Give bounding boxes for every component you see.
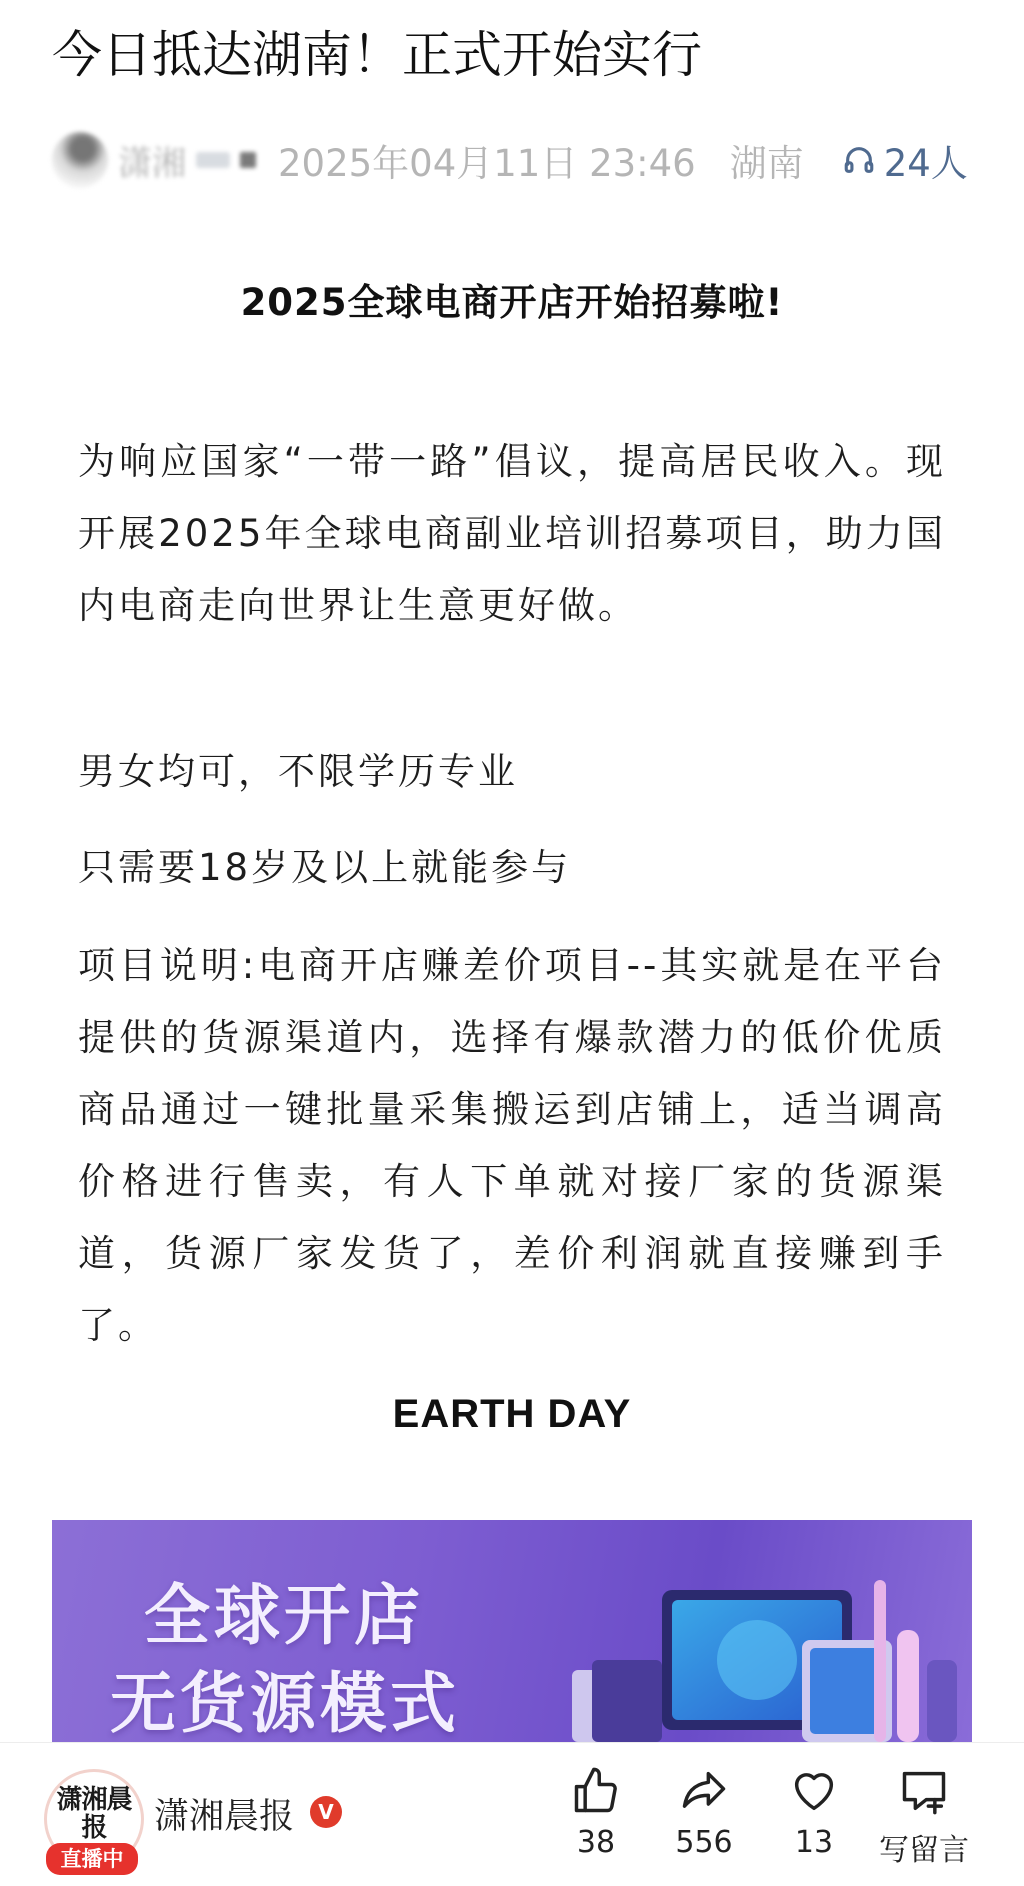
headphone-icon [842, 143, 876, 177]
write-comment-button[interactable] [874, 1765, 974, 1869]
live-badge[interactable]: 直播中 [46, 1843, 138, 1875]
publish-date: 2025年04月11日 23:46 [278, 142, 696, 185]
author-avatar[interactable] [52, 132, 108, 188]
author-name[interactable]: 潇湘 [118, 143, 186, 184]
devices-illustration [552, 1520, 972, 1742]
share-arrow-icon [678, 1765, 730, 1817]
like-count: 38 [576, 1825, 616, 1860]
author-info-blurred[interactable] [52, 132, 256, 188]
share-button[interactable] [654, 1765, 754, 1860]
article-title: 今日抵达湖南！正式开始实行 [52, 26, 702, 84]
publish-region: 湖南 [729, 142, 804, 185]
paragraph-gender: 男女均可，不限学历专业 [78, 750, 518, 793]
banner-line-1: 全球开店 [144, 1577, 424, 1654]
section-heading: EARTH DAY [392, 1392, 632, 1436]
listen-button[interactable] [842, 133, 968, 187]
brand-name[interactable]: 潇湘晨报 [154, 1797, 295, 1837]
brand-logo-text: 潇湘晨报 [56, 1785, 132, 1843]
thumbs-up-icon [570, 1765, 622, 1817]
heart-icon [788, 1765, 840, 1817]
banner-line-2: 无货源模式 [110, 1665, 460, 1742]
author-dot [240, 152, 256, 168]
favorite-count: 13 [794, 1825, 834, 1860]
listener-count: 24人 [883, 142, 968, 185]
paragraph-intro: 为响应国家“一带一路”倡议，提高居民收入。现开展2025年全球电商副业培训招募项目，助力国内电商走向世界让生意更好做。 [78, 440, 946, 627]
promo-banner-image[interactable] [52, 1520, 972, 1742]
comment-label: 写留言 [879, 1833, 969, 1868]
comment-add-icon [898, 1765, 950, 1817]
article-meta [52, 128, 992, 192]
like-button[interactable] [546, 1765, 646, 1860]
favorite-button[interactable] [764, 1765, 864, 1860]
bottom-action-bar [0, 1742, 1024, 1886]
verified-badge-icon: V [310, 1796, 342, 1828]
paragraph-description: 项目说明:电商开店赚差价项目--其实就是在平台提供的货源渠道内，选择有爆款潜力的低价优质商品通过一键批量采集搬运到店铺上，适当调高价格进行售卖，有人下单就对接厂家的货源渠道，货源厂家发货了，差价利润就直接赚到手了。 [78, 944, 946, 1347]
article-subtitle: 2025全球电商开店开始招募啦! [240, 281, 784, 324]
share-count: 556 [675, 1825, 733, 1860]
paragraph-age: 只需要18岁及以上就能参与 [78, 846, 572, 889]
author-tag [196, 152, 230, 168]
